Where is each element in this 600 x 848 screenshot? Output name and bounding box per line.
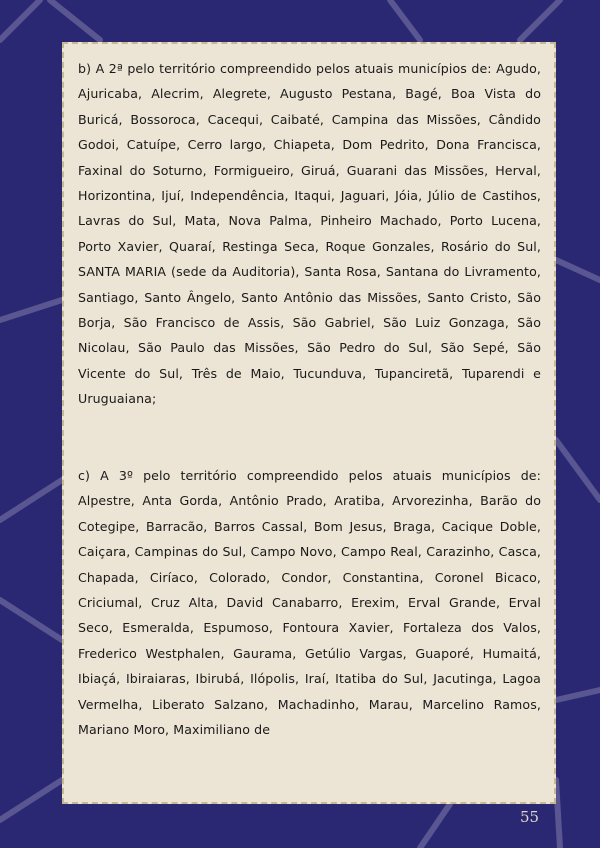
content-card bbox=[62, 42, 556, 804]
paragraph-c: c) A 3º pelo território compreendido pelos atuais municípios de: Alpestre, Anta Gorda, Antônio Prado, Aratiba, Arvorezinha, Barão do Cotegipe, Barracão, Barros Cassal, Bom Jesus, Braga, Cacique Doble, Caiçara, Campinas do Sul, Campo Novo, Campo Real, Carazinho, Casca, Chapada, Ciríaco, Colorado, Condor, Constantina, Coronel Bicaco, Criciumal, Cruz Alta, David Canabarro, Erexim, Erval Grande, Erval Seco, Esmeralda, Espumoso, Fontoura Xavier, Fortaleza dos Valos, Frederico Westphalen, Gaurama, Getúlio Vargas, Guaporé, Humaitá, Ibiaçá, Ibiraiaras, Ibirubá, Ilópolis, Iraí, Itatiba do Sul, Jacutinga, Lagoa Vermelha, Liberato Salzano, Machadinho, Marau, Marcelino Ramos, Mariano Moro, Maximiliano de bbox=[78, 468, 541, 738]
paragraph-b: b) A 2ª pelo território compreendido pelos atuais municípios de: Agudo, Ajuricaba, Alecrim, Alegrete, Augusto Pestana, Bagé, Boa Vista do Buricá, Bossoroca, Cacequi, Caibaté, Campina das Missões, Cândido Godoi, Catuípe, Cerro largo, Chiapeta, Dom Pedrito, Dona Francisca, Faxinal do Soturno, Formigueiro, Giruá, Guarani das Missões, Herval, Horizontina, Ijuí, Independência, Itaqui, Jaguari, Jóia, Júlio de Castihos, Lavras do Sul, Mata, Nova Palma, Pinheiro Machado, Porto Lucena, Porto Xavier, Quaraí, Restinga Seca, Roque Gonzales, Rosário do Sul, SANTA MARIA (sede da Auditoria), Santa Rosa, Santana do Livramento, Santiago, Santo Ângelo, Santo Antônio das Missões, Santo Cristo, São Borja, São Francisco de Assis, São Gabriel, São Luiz Gonzaga, São Nicolau, São Paulo das Missões, São Pedro do Sul, São Sepé, São Vicente do Sul, Três de Maio, Tucunduva, Tupanciretã, Tuparendi e Uruguaiana; bbox=[78, 61, 541, 407]
page-number: 55 bbox=[520, 808, 540, 826]
